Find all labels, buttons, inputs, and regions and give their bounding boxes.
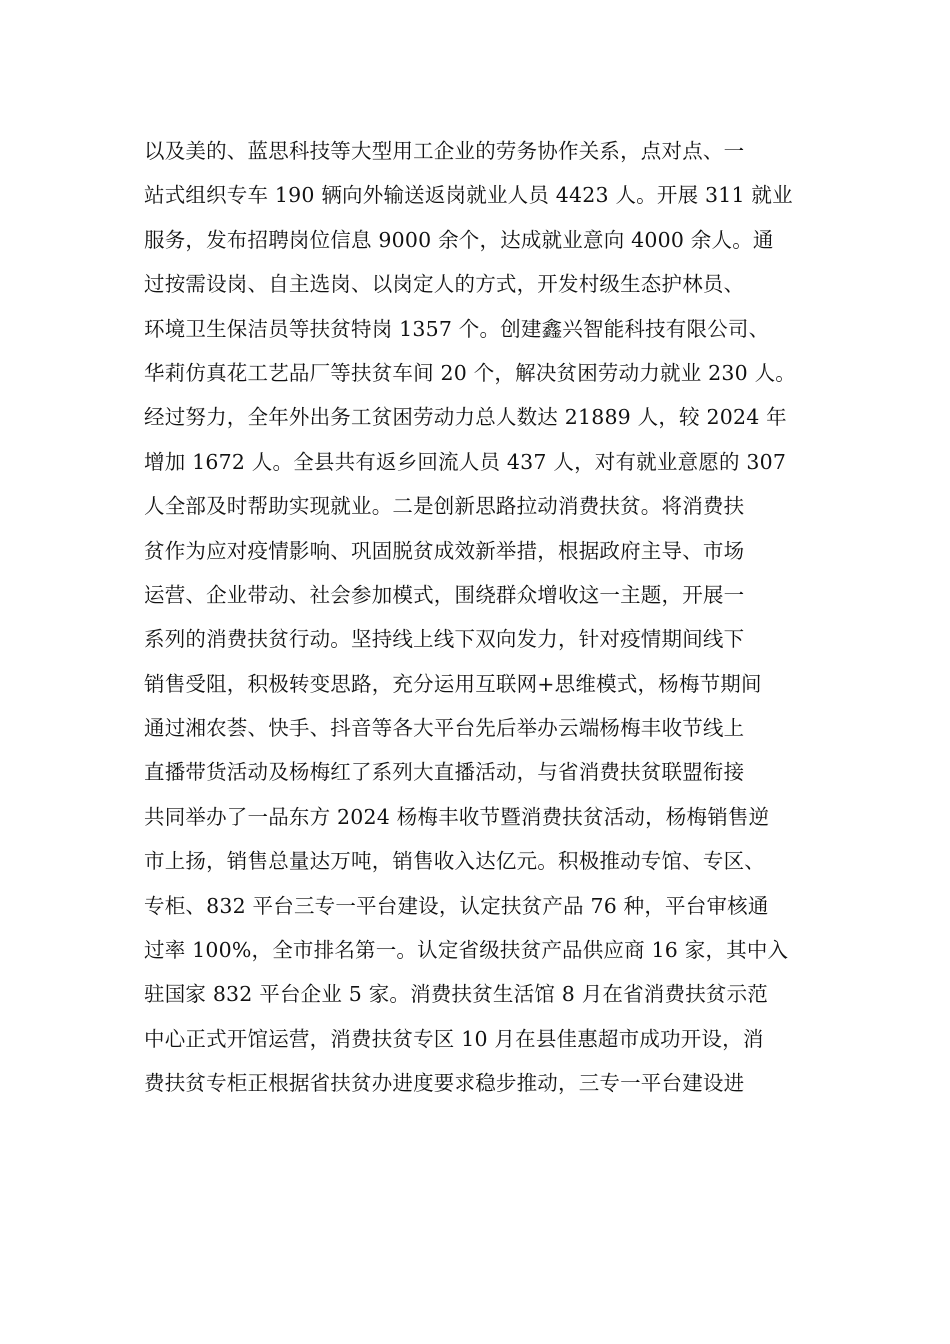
text-line: 共同举办了一品东方 2024 杨梅丰收节暨消费扶贫活动，杨梅销售逆 (144, 804, 770, 829)
text-line: 人全部及时帮助实现就业。二是创新思路拉动消费扶贫。将消费扶 (144, 494, 745, 519)
text-line: 专柜、832 平台三专一平台建设，认定扶贫产品 76 种，平台审核通 (144, 893, 769, 918)
body-paragraph (144, 129, 834, 1106)
text-line: 过率 100%，全市排名第一。认定省级扶贫产品供应商 16 家，其中入 (144, 938, 789, 963)
text-line: 环境卫生保洁员等扶贫特岗 1357 个。创建鑫兴智能科技有限公司、 (144, 316, 770, 341)
text-line: 华莉仿真花工艺品厂等扶贫车间 20 个，解决贫困劳动力就业 230 人。 (144, 360, 796, 385)
text-line: 驻国家 832 平台企业 5 家。消费扶贫生活馆 8 月在省消费扶贫示范 (144, 982, 769, 1007)
text-line: 市上扬，销售总量达万吨，销售收入达亿元。积极推动专馆、专区、 (144, 849, 765, 874)
text-line: 中心正式开馆运营，消费扶贫专区 10 月在县佳惠超市成功开设，消 (144, 1026, 764, 1051)
text-line: 费扶贫专柜正根据省扶贫办进度要求稳步推动，三专一平台建设进 (144, 1071, 745, 1096)
text-line: 站式组织专车 190 辆向外输送返岗就业人员 4423 人。开展 311 就业 (144, 183, 793, 208)
text-line: 直播带货活动及杨梅红了系列大直播活动，与省消费扶贫联盟衔接 (144, 760, 745, 785)
text-line: 增加 1672 人。全县共有返乡回流人员 437 人，对有就业意愿的 307 (144, 449, 787, 474)
text-line: 系列的消费扶贫行动。坚持线上线下双向发力，针对疫情期间线下 (144, 627, 745, 652)
text-line: 以及美的、蓝思科技等大型用工企业的劳务协作关系，点对点、一 (144, 139, 745, 163)
text-line: 经过努力，全年外出务工贫困劳动力总人数达 21889 人，较 2024 年 (144, 405, 787, 430)
text-line: 销售受阻，积极转变思路，充分运用互联网+思维模式，杨梅节期间 (144, 671, 762, 696)
text-line: 服务，发布招聘岗位信息 9000 余个，达成就业意向 4000 余人。通 (144, 227, 774, 252)
text-line: 贫作为应对疫情影响、巩固脱贫成效新举措，根据政府主导、市场 (144, 538, 745, 563)
text-line: 过按需设岗、自主选岗、以岗定人的方式，开发村级生态护林员、 (144, 272, 745, 297)
text-line: 运营、企业带动、社会参加模式，围绕群众增收这一主题，开展一 (144, 582, 745, 607)
text-line: 通过湘农荟、快手、抖音等各大平台先后举办云端杨梅丰收节线上 (144, 716, 745, 741)
